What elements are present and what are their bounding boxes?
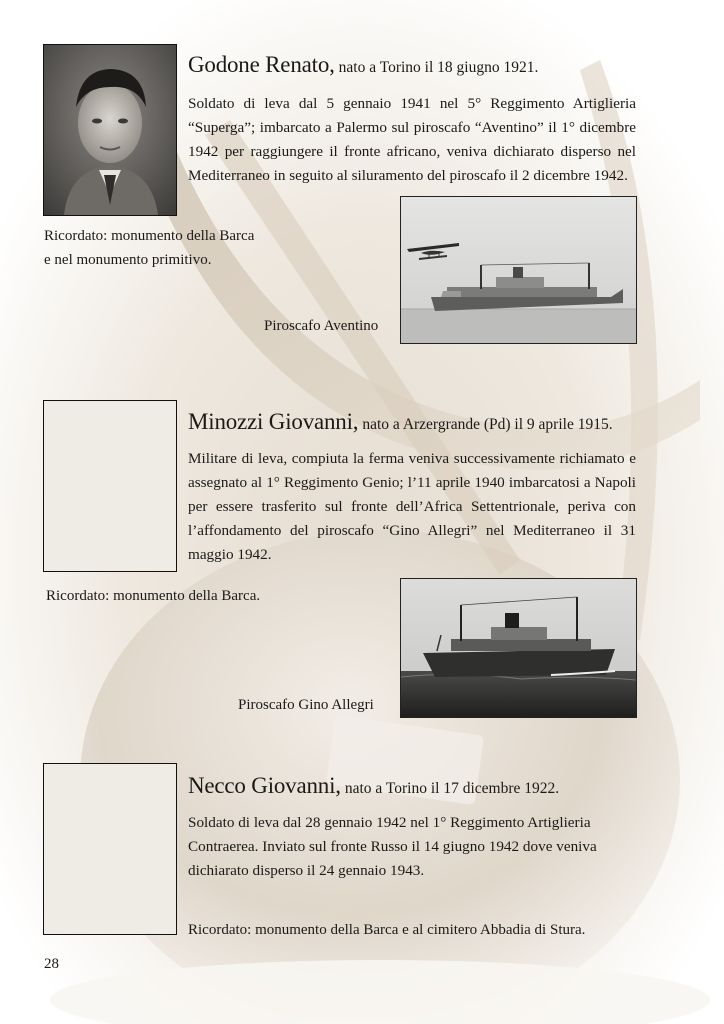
ship-photo-aventino <box>400 196 637 344</box>
birth-info: nato a Arzergrande (Pd) il 9 aprile 1915. <box>362 416 613 433</box>
biography-text: Militare di leva, compiuta la ferma veniva successivamente richiamato e assegnato al 1° Reggimento Genio; l’11 aprile 1940 imbarcatosi a Napoli per essere trasferito sul fronte dell’Africa Settentrionale, periva con l’affondamento del piroscafo “Gino Allegri” nel Mediterraneo il 31 maggio 1942. <box>188 450 636 563</box>
ship-caption: Piroscafo Aventino <box>264 318 379 334</box>
page-number: 28 <box>44 956 59 972</box>
remembered-text: Ricordato: monumento della Barca e al cimitero Abbadia di Stura. <box>188 922 586 938</box>
portrait-photo <box>43 44 177 216</box>
portrait-placeholder <box>43 763 177 935</box>
soldier-name: Necco Giovanni, <box>188 773 341 798</box>
entry-heading <box>188 773 559 799</box>
entry-heading <box>188 52 538 78</box>
biography-text: Soldato di leva dal 28 gennaio 1942 nel 1° Reggimento Artiglieria Contraerea. Inviato sul fronte Russo il 14 giugno 1942 dove veniva dichiarato disperso il 24 gennaio 1943. <box>188 814 597 879</box>
remembered-text: Ricordato: monumento della Barca <box>44 228 255 244</box>
remembered-text: Ricordato: monumento della Barca. <box>46 588 261 604</box>
birth-info: nato a Torino il 17 dicembre 1922. <box>344 780 560 797</box>
entry-heading <box>188 409 613 435</box>
ship-photo-gino-allegri <box>400 578 637 718</box>
remembered-text-continued: e nel monumento primitivo. <box>44 252 212 268</box>
portrait-placeholder <box>43 400 177 572</box>
birth-info: nato a Torino il 18 giugno 1921. <box>338 59 539 76</box>
biography-text: Soldato di leva dal 5 gennaio 1941 nel 5° Reggimento Artiglieria “Superga”; imbarcato a Palermo sul piroscafo “Aventino” il 1° dicembre 1942 per raggiungere il fronte africano, veniva dichiarato disperso nel Mediterraneo in seguito al siluramento del piroscafo il 2 dicembre 1942. <box>188 95 636 184</box>
soldier-name: Minozzi Giovanni, <box>188 409 359 434</box>
soldier-name: Godone Renato, <box>188 52 335 77</box>
ship-caption: Piroscafo Gino Allegri <box>238 697 374 713</box>
